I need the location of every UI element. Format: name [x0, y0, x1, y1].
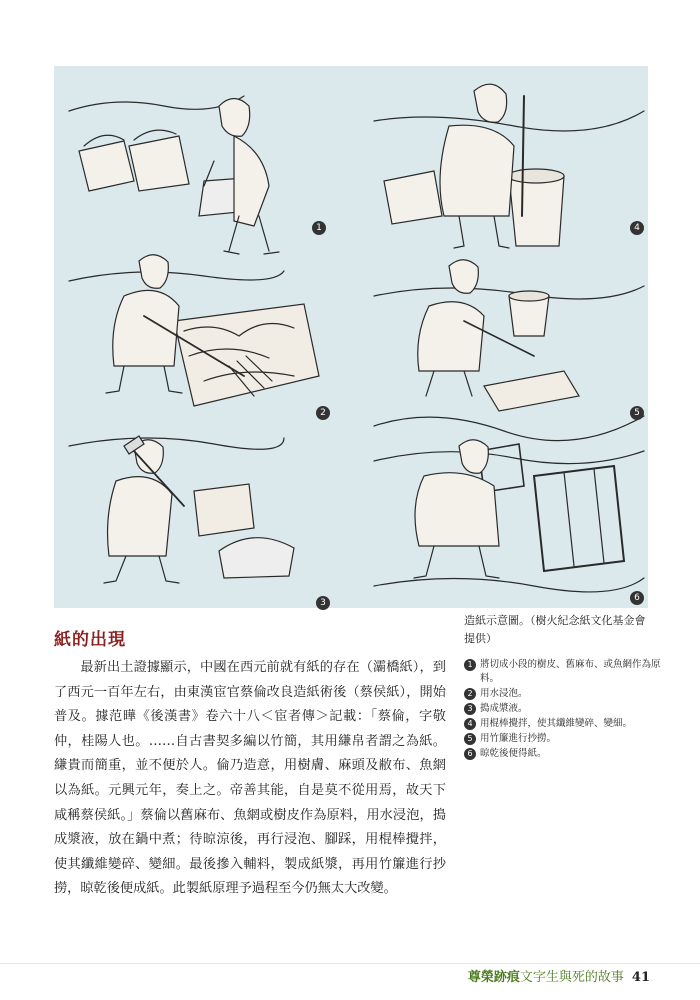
page-footer — [468, 966, 650, 985]
footer-divider — [0, 963, 700, 964]
panel-number-2: 2 — [316, 406, 330, 420]
caption-step — [464, 717, 664, 731]
section-title: 紙的出現 — [54, 630, 126, 650]
footer-book-title: 文字生與死的故事 — [519, 970, 624, 985]
caption-steps-list — [464, 658, 664, 762]
panel-number-1: 1 — [312, 221, 326, 235]
panel-number-3: 3 — [316, 596, 330, 610]
step-number: 1 — [464, 659, 476, 671]
caption-step — [464, 732, 664, 746]
step-number: 2 — [464, 688, 476, 700]
panel-number-5: 5 — [630, 406, 644, 420]
panel-number-6: 6 — [630, 591, 644, 605]
caption-step — [464, 658, 664, 686]
papermaking-illustration — [54, 66, 648, 608]
article-paragraph: 最新出土證據顯示，中國在西元前就有紙的存在（灞橋紙），到了西元一百年左右，由東漢宦官蔡倫改良造紙術後（蔡侯紙），開始普及。據范曄《後漢書》卷六十八＜宦者傳＞記載：「蔡倫，字敬仲，桂陽人也。……自古書契多編以竹簡，其用縑帛者謂之為紙。縑貴而簡重，並不便於人。倫乃造意，用樹膚、麻頭及敝布、魚網以為紙。元興元年，奏上之。帝善其能，自是莫不從用焉，故天下咸稱蔡侯紙。」蔡倫以舊麻布、魚網或樹皮作為原料，用水浸泡，搗成漿液，放在鍋中煮；待晾涼後，再行浸泡、腳踩，用棍棒攪拌，使其纖維變碎、變細。最後摻入輔料，製成紙漿，再用竹簾進行抄撈，晾乾後便成紙。此製紙原理予過程至今仍無太大改變。 — [54, 660, 446, 897]
step-text: 用竹簾進行抄撈。 — [480, 733, 557, 744]
page-number: 41 — [631, 970, 650, 985]
step-text: 搗成漿液。 — [480, 703, 528, 714]
step-number: 6 — [464, 748, 476, 760]
step-text: 用水浸泡。 — [480, 688, 528, 699]
figure-caption: 造紙示意圖。（樹火紀念紙文化基金會提供） — [464, 614, 646, 645]
step-text: 晾乾後便得紙。 — [480, 748, 547, 759]
step-text: 將切成小段的樹皮、舊麻布、或魚網作為原料。 — [480, 659, 661, 684]
footer-series-name: 尊榮跡痕 — [467, 970, 520, 985]
caption-step — [464, 702, 664, 716]
step-number: 3 — [464, 703, 476, 715]
article-body — [54, 656, 446, 902]
papermaking-line-drawings — [54, 66, 648, 608]
caption-step — [464, 747, 664, 761]
step-number: 5 — [464, 733, 476, 745]
caption-step — [464, 687, 664, 701]
step-text: 用棍棒攪拌，使其纖維變碎、變細。 — [480, 718, 633, 729]
step-number: 4 — [464, 718, 476, 730]
panel-number-4: 4 — [630, 221, 644, 235]
